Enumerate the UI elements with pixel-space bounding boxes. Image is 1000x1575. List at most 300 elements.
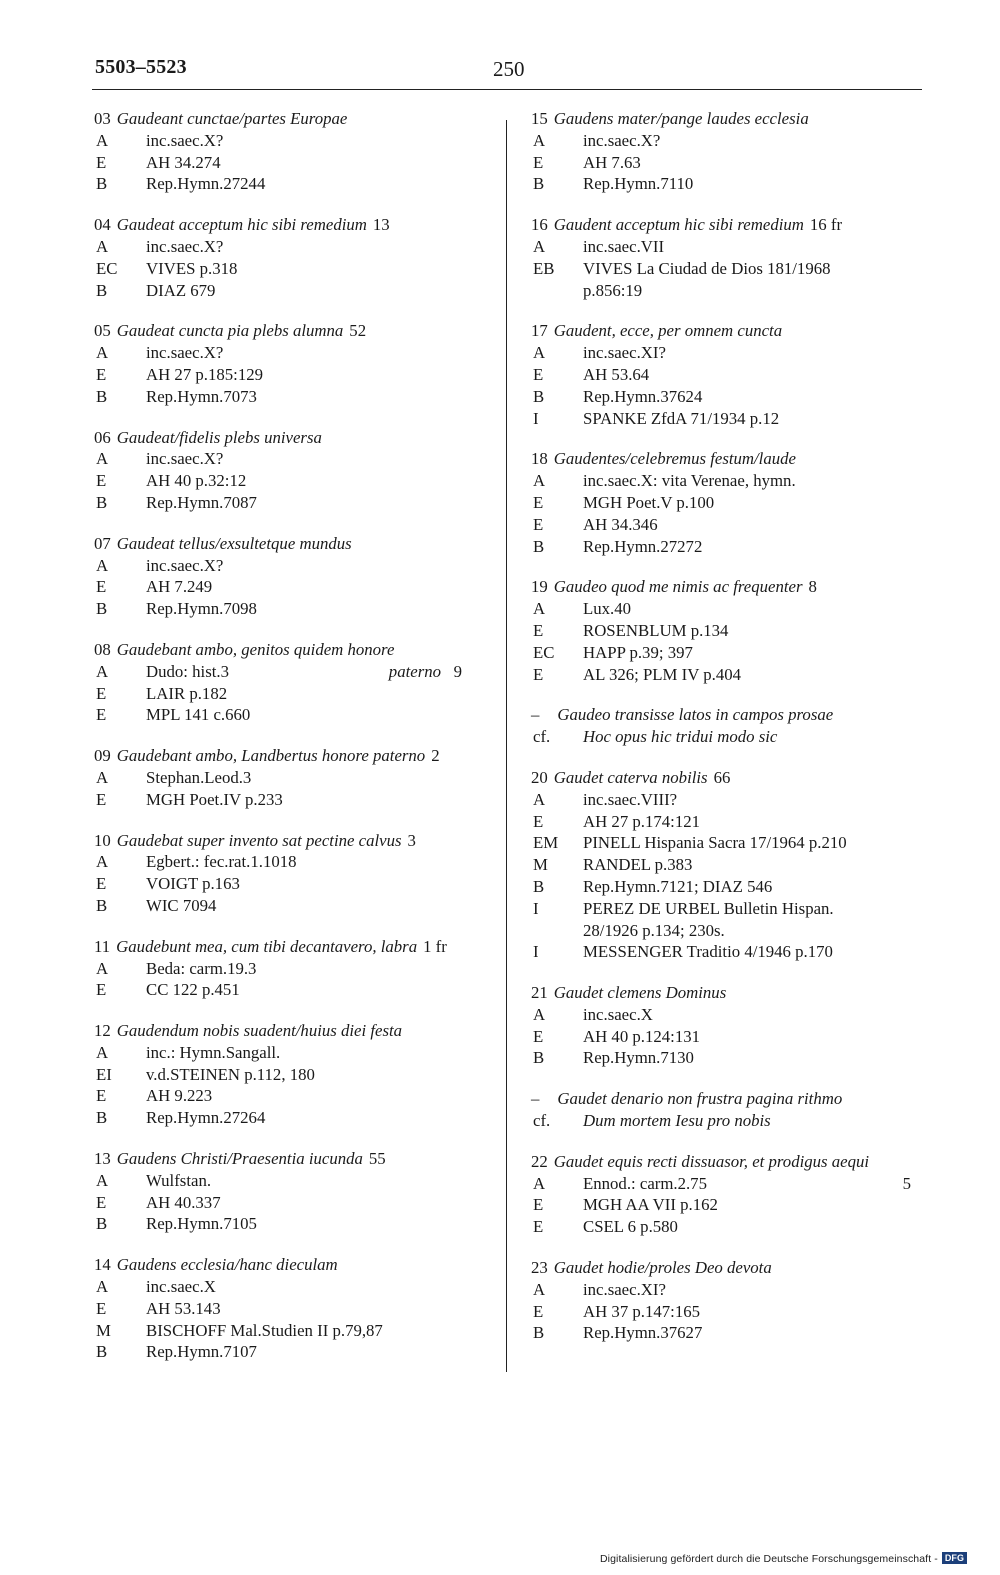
reference-line [531, 536, 923, 558]
entry-number: 22 [531, 1151, 548, 1171]
reference-text: Rep.Hymn.7121; DIAZ 546 [583, 876, 773, 896]
incipit-title: Gaudeat cuncta pia plebs alumna [116, 321, 344, 341]
reference-text: AH 7.63 [583, 152, 641, 172]
verse-count: 8 [808, 577, 817, 597]
catalog-entry [531, 982, 923, 1069]
reference-text: MGH Poet.IV p.233 [146, 789, 283, 809]
incipit-title: Gaudendum nobis suadent/huius diei festa [116, 1021, 403, 1041]
reference-text: inc.saec.VIII? [583, 789, 678, 809]
reference-code: B [96, 599, 108, 619]
incipit-title: Gaudent, ecce, per omnem cuncta [553, 321, 783, 341]
right-column [531, 108, 923, 1363]
reference-text: CC 122 p.451 [146, 980, 240, 1000]
reference-text: Rep.Hymn.27244 [146, 174, 266, 194]
reference-line [531, 173, 923, 195]
reference-text: AH 7.249 [146, 577, 213, 597]
incipit-title: Gaudet hodie/proles Deo devota [553, 1258, 772, 1278]
reference-code: A [533, 1279, 546, 1299]
entry-heading [94, 1254, 496, 1276]
entry-heading [94, 1020, 496, 1042]
reference-text: AH 27 p.174:121 [583, 811, 701, 831]
reference-text: inc.: Hymn.Sangall. [146, 1042, 281, 1062]
reference-text: MGH Poet.V p.100 [583, 492, 715, 512]
column-divider [506, 120, 507, 1372]
reference-text: inc.saec.VII [583, 236, 665, 256]
reference-text: Rep.Hymn.7110 [583, 174, 694, 194]
reference-text: BISCHOFF Mal.Studien II p.79,87 [146, 1320, 383, 1340]
incipit-title: Gaudeo transisse latos in campos prosae [557, 705, 834, 725]
reference-line [94, 555, 496, 577]
cross-reference-incipit: Hoc opus hic tridui modo sic [583, 727, 778, 747]
reference-text: Rep.Hymn.27272 [583, 536, 703, 556]
reference-text: AH 9.223 [146, 1086, 213, 1106]
entry-number: 16 [531, 215, 548, 235]
reference-code: B [533, 1323, 545, 1343]
entry-number: 18 [531, 449, 548, 469]
reference-text: Egbert.: fec.rat.1.1018 [146, 852, 297, 872]
reference-code: cf. [533, 727, 551, 747]
trailing-incipit: paterno [388, 661, 442, 681]
reference-code: B [96, 386, 108, 406]
header-rule [92, 89, 922, 90]
reference-line [94, 704, 496, 726]
reference-code: E [96, 789, 107, 809]
reference-code: A [96, 852, 109, 872]
reference-text: LAIR p.182 [146, 683, 228, 703]
reference-code: B [96, 280, 108, 300]
reference-text: CSEL 6 p.580 [583, 1217, 678, 1237]
reference-code: M [533, 855, 548, 875]
reference-code: E [533, 152, 544, 172]
reference-code: A [533, 130, 546, 150]
reference-line [94, 258, 496, 280]
catalog-entry [94, 639, 496, 726]
reference-code: EI [96, 1064, 112, 1084]
reference-code: M [96, 1320, 111, 1340]
incipit-title: Gaudens Christi/Praesentia iucunda [116, 1149, 363, 1169]
reference-line [531, 1322, 923, 1344]
catalog-entry [94, 1148, 496, 1235]
reference-line [94, 236, 496, 258]
reference-code: A [96, 236, 109, 256]
verse-count: 66 [713, 767, 731, 787]
entry-heading [531, 704, 923, 726]
reference-code: A [533, 599, 546, 619]
reference-line [531, 1279, 923, 1301]
reference-line [531, 364, 923, 386]
entry-number: 17 [531, 321, 548, 341]
trailing-part [903, 1173, 911, 1195]
reference-text: MESSENGER Traditio 4/1946 p.170 [583, 942, 833, 962]
reference-line [531, 811, 923, 833]
reference-line [531, 876, 923, 898]
reference-line [531, 1301, 923, 1323]
reference-code: A [96, 449, 109, 469]
verse-count: 16 fr [809, 215, 843, 235]
reference-code: E [96, 683, 107, 703]
reference-line [94, 1192, 496, 1214]
reference-line [94, 598, 496, 620]
entry-heading [94, 745, 496, 767]
reference-code: A [96, 767, 109, 787]
reference-code: A [96, 661, 109, 681]
reference-code: B [96, 895, 108, 915]
catalog-entry [531, 767, 923, 963]
reference-text: Rep.Hymn.37627 [583, 1323, 703, 1343]
reference-text: Rep.Hymn.7098 [146, 599, 257, 619]
reference-text: Rep.Hymn.27264 [146, 1108, 266, 1128]
reference-text: inc.saec.X? [146, 555, 224, 575]
entry-heading [531, 576, 923, 598]
reference-text: AH 40 p.124:131 [583, 1026, 701, 1046]
catalog-entry [94, 214, 496, 301]
reference-text: VIVES p.318 [146, 258, 238, 278]
reference-line [94, 386, 496, 408]
dfg-logo: DFG [942, 1552, 967, 1564]
verse-count: 9 [453, 661, 462, 681]
reference-code: E [96, 1298, 107, 1318]
reference-text: inc.saec.X? [146, 343, 224, 363]
verse-count: 13 [372, 215, 390, 235]
catalog-entry [94, 108, 496, 195]
reference-code: A [96, 1277, 109, 1297]
reference-text: inc.saec.X? [146, 236, 224, 256]
cross-reference-incipit: Dum mortem Iesu pro nobis [583, 1111, 771, 1131]
entry-heading [94, 639, 496, 661]
reference-line [94, 1085, 496, 1107]
reference-line [94, 1320, 496, 1342]
reference-line [94, 661, 496, 683]
reference-line [94, 851, 496, 873]
reference-line [531, 152, 923, 174]
reference-code: I [533, 942, 539, 962]
reference-code: E [533, 1217, 544, 1237]
reference-line [531, 664, 923, 686]
entry-number: 13 [94, 1149, 111, 1169]
entry-heading [531, 767, 923, 789]
catalog-entry [94, 830, 496, 917]
reference-text: AH 40 p.32:12 [146, 471, 247, 491]
reference-code: E [96, 577, 107, 597]
entry-range: 5503–5523 [95, 56, 187, 78]
catalog-entry [531, 1088, 923, 1132]
reference-line [531, 1047, 923, 1069]
reference-text [583, 726, 923, 748]
reference-line [531, 598, 923, 620]
entry-heading [531, 1151, 923, 1173]
reference-text: Rep.Hymn.7130 [583, 1048, 694, 1068]
reference-text: inc.saec.X? [583, 130, 661, 150]
reference-text: inc.saec.XI? [583, 343, 666, 363]
reference-continuation: p.856:19 [583, 280, 643, 300]
reference-line [531, 832, 923, 854]
reference-line [531, 1173, 923, 1195]
reference-line [94, 280, 496, 302]
reference-code: E [96, 1192, 107, 1212]
footer-credit [600, 1552, 967, 1565]
catalog-entry [94, 1254, 496, 1363]
reference-line [94, 342, 496, 364]
reference-line [94, 895, 496, 917]
entry-number: 08 [94, 639, 111, 659]
entry-heading [94, 830, 496, 852]
reference-text [583, 1110, 923, 1132]
entry-number: 03 [94, 109, 111, 128]
reference-text: Lux.40 [583, 599, 632, 619]
reference-line [94, 1107, 496, 1129]
left-column [94, 108, 496, 1382]
reference-text: PEREZ DE URBEL Bulletin Hispan. [583, 898, 834, 918]
reference-code: E [533, 492, 544, 512]
entry-heading [94, 533, 496, 555]
incipit-title: Gaudebant ambo, Landbertus honore paterno [116, 746, 426, 766]
reference-code: E [533, 811, 544, 831]
incipit-title: Gaudebant ambo, genitos quidem honore [116, 639, 395, 659]
incipit-title: Gaudens mater/pange laudes ecclesia [553, 109, 809, 128]
reference-code: B [96, 1108, 108, 1128]
reference-code: EM [533, 833, 559, 853]
reference-code: E [96, 980, 107, 1000]
reference-code: cf. [533, 1111, 551, 1131]
reference-code: E [533, 514, 544, 534]
reference-text: ROSENBLUM p.134 [583, 620, 729, 640]
reference-code: E [533, 1301, 544, 1321]
reference-code: E [96, 705, 107, 725]
reference-line [531, 1216, 923, 1238]
reference-line [94, 173, 496, 195]
reference-text [583, 1173, 923, 1195]
entry-heading [531, 1088, 923, 1110]
reference-text: Beda: carm.19.3 [146, 958, 257, 978]
reference-line [94, 873, 496, 895]
reference-line [531, 898, 923, 920]
reference-text [146, 661, 496, 683]
reference-code: A [96, 1170, 109, 1190]
reference-code: I [533, 408, 539, 428]
reference-line [531, 941, 923, 963]
incipit-title: Gaudeat tellus/exsultetque mundus [116, 533, 352, 553]
reference-line [94, 1341, 496, 1363]
reference-code: EC [533, 642, 555, 662]
reference-line [94, 789, 496, 811]
reference-text: AL 326; PLM IV p.404 [583, 664, 742, 684]
reference-line [94, 1213, 496, 1235]
reference-code: A [96, 1042, 109, 1062]
entry-number: – [531, 1089, 540, 1109]
reference-code: B [533, 386, 545, 406]
reference-text: WIC 7094 [146, 895, 217, 915]
reference-text: VOIGT p.163 [146, 874, 240, 894]
reference-line [94, 958, 496, 980]
catalog-entry [94, 320, 496, 407]
reference-code: A [96, 555, 109, 575]
incipit-title: Gaudet equis recti dissuasor, et prodigus aequi [553, 1151, 870, 1171]
reference-code: EB [533, 258, 555, 278]
entry-heading [94, 427, 496, 449]
incipit-title: Gaudet caterva nobilis [553, 767, 708, 787]
reference-text: AH 34.346 [583, 514, 658, 534]
page-number: 250 [493, 57, 525, 81]
incipit-title: Gaudent acceptum hic sibi remedium [553, 215, 804, 235]
reference-continuation: 28/1926 p.134; 230s. [583, 920, 725, 940]
entry-number: 09 [94, 746, 111, 766]
reference-code: E [533, 664, 544, 684]
reference-code: I [533, 898, 539, 918]
entry-heading [531, 448, 923, 470]
reference-text: HAPP p.39; 397 [583, 642, 693, 662]
reference-code: A [533, 1173, 546, 1193]
entry-heading [94, 320, 496, 342]
reference-text: AH 34.274 [146, 152, 221, 172]
incipit-title: Gaudet denario non frustra pagina rithmo [557, 1089, 843, 1109]
reference-text: VIVES La Ciudad de Dios 181/1968 [583, 258, 831, 278]
reference-text: Rep.Hymn.7105 [146, 1214, 257, 1234]
reference-code: E [533, 1195, 544, 1215]
reference-code: E [96, 1086, 107, 1106]
reference-line [94, 576, 496, 598]
reference-code: B [96, 492, 108, 512]
reference-line [531, 1110, 923, 1132]
reference-line [531, 342, 923, 364]
catalog-entry [531, 320, 923, 429]
incipit-title: Gaudeo quod me nimis ac frequenter [553, 577, 803, 597]
reference-line [531, 1004, 923, 1026]
reference-text: Rep.Hymn.7087 [146, 492, 257, 512]
reference-line [94, 152, 496, 174]
reference-code: A [96, 958, 109, 978]
reference-code: B [533, 1048, 545, 1068]
reference-code: EC [96, 258, 118, 278]
reference-line [531, 492, 923, 514]
reference-code: A [533, 343, 546, 363]
reference-line [94, 1170, 496, 1192]
reference-text: Wulfstan. [146, 1170, 212, 1190]
verse-count: 3 [407, 830, 416, 850]
catalog-entry [531, 448, 923, 557]
catalog-entry [531, 704, 923, 748]
reference-text: inc.saec.X [583, 1004, 653, 1024]
entry-number: 21 [531, 983, 548, 1003]
reference-line [531, 258, 923, 280]
reference-text: inc.saec.X? [146, 130, 224, 150]
catalog-entry [94, 936, 496, 1001]
reference-code: A [96, 130, 109, 150]
reference-text: AH 53.143 [146, 1298, 221, 1318]
reference-text: DIAZ 679 [146, 280, 216, 300]
incipit-title: Gaudens ecclesia/hanc dieculam [116, 1255, 338, 1275]
entry-heading [531, 214, 923, 236]
verse-count: 1 fr [423, 936, 447, 956]
reference-text: AH 37 p.147:165 [583, 1301, 701, 1321]
reference-source: Ennod.: carm.2.75 [583, 1173, 707, 1193]
reference-code: A [533, 789, 546, 809]
entry-number: – [531, 705, 540, 725]
entry-heading [531, 320, 923, 342]
reference-text: RANDEL p.383 [583, 855, 693, 875]
catalog-entry [531, 576, 923, 685]
reference-text: inc.saec.XI? [583, 1279, 666, 1299]
entry-number: 10 [94, 830, 111, 850]
reference-line [531, 1194, 923, 1216]
reference-code: E [533, 620, 544, 640]
catalog-entry [94, 745, 496, 810]
entry-number: 23 [531, 1258, 548, 1278]
reference-line [94, 1042, 496, 1064]
entry-number: 15 [531, 109, 548, 128]
reference-code: A [533, 471, 546, 491]
reference-text: inc.saec.X? [146, 449, 224, 469]
catalog-entry [94, 533, 496, 620]
incipit-title: Gaudebunt mea, cum tibi decantavero, labra [116, 936, 418, 956]
reference-code: B [533, 536, 545, 556]
catalog-entry [94, 427, 496, 514]
entry-number: 19 [531, 577, 548, 597]
reference-line [531, 386, 923, 408]
reference-text: inc.saec.X: vita Verenae, hymn. [583, 471, 796, 491]
reference-line [531, 130, 923, 152]
reference-line [94, 767, 496, 789]
entry-heading [94, 1148, 496, 1170]
reference-line [94, 364, 496, 386]
footer-text: Digitalisierung gefördert durch die Deutsche Forschungsgemeinschaft - [600, 1553, 938, 1565]
entry-number: 11 [94, 936, 111, 956]
reference-line [94, 492, 496, 514]
reference-text: MGH AA VII p.162 [583, 1195, 718, 1215]
trailing-part [389, 661, 462, 683]
reference-line [94, 1298, 496, 1320]
entry-number: 07 [94, 533, 111, 553]
entry-number: 04 [94, 215, 111, 235]
catalog-entry [531, 1151, 923, 1238]
entry-number: 06 [94, 427, 111, 447]
verse-count: 55 [368, 1149, 386, 1169]
reference-code: B [96, 1214, 108, 1234]
catalog-entry [531, 1257, 923, 1344]
incipit-title: Gaudeant cunctae/partes Europae [116, 109, 348, 128]
entry-heading [531, 982, 923, 1004]
reference-line [531, 470, 923, 492]
reference-text: PINELL Hispania Sacra 17/1964 p.210 [583, 833, 847, 853]
reference-text: Rep.Hymn.37624 [583, 386, 703, 406]
reference-code: B [96, 174, 108, 194]
reference-line [94, 130, 496, 152]
catalog-entry [94, 1020, 496, 1129]
entry-heading [94, 108, 496, 130]
reference-line [94, 979, 496, 1001]
reference-code: E [96, 874, 107, 894]
incipit-title: Gaudet clemens Dominus [553, 983, 727, 1003]
reference-text: Rep.Hymn.7107 [146, 1342, 257, 1362]
reference-code: E [533, 364, 544, 384]
reference-text: MPL 141 c.660 [146, 705, 251, 725]
reference-text: AH 27 p.185:129 [146, 364, 264, 384]
reference-line [531, 514, 923, 536]
reference-code: E [96, 471, 107, 491]
reference-line [94, 1276, 496, 1298]
entry-heading [94, 936, 496, 958]
entry-number: 05 [94, 321, 111, 341]
reference-text: Stephan.Leod.3 [146, 767, 252, 787]
reference-line [531, 620, 923, 642]
reference-text: SPANKE ZfdA 71/1934 p.12 [583, 408, 780, 428]
entry-heading [531, 1257, 923, 1279]
reference-code: A [533, 236, 546, 256]
reference-line [94, 448, 496, 470]
entry-number: 14 [94, 1255, 111, 1275]
incipit-title: Gaudeat acceptum hic sibi remedium [116, 215, 367, 235]
reference-line [531, 236, 923, 258]
reference-code: B [533, 876, 545, 896]
